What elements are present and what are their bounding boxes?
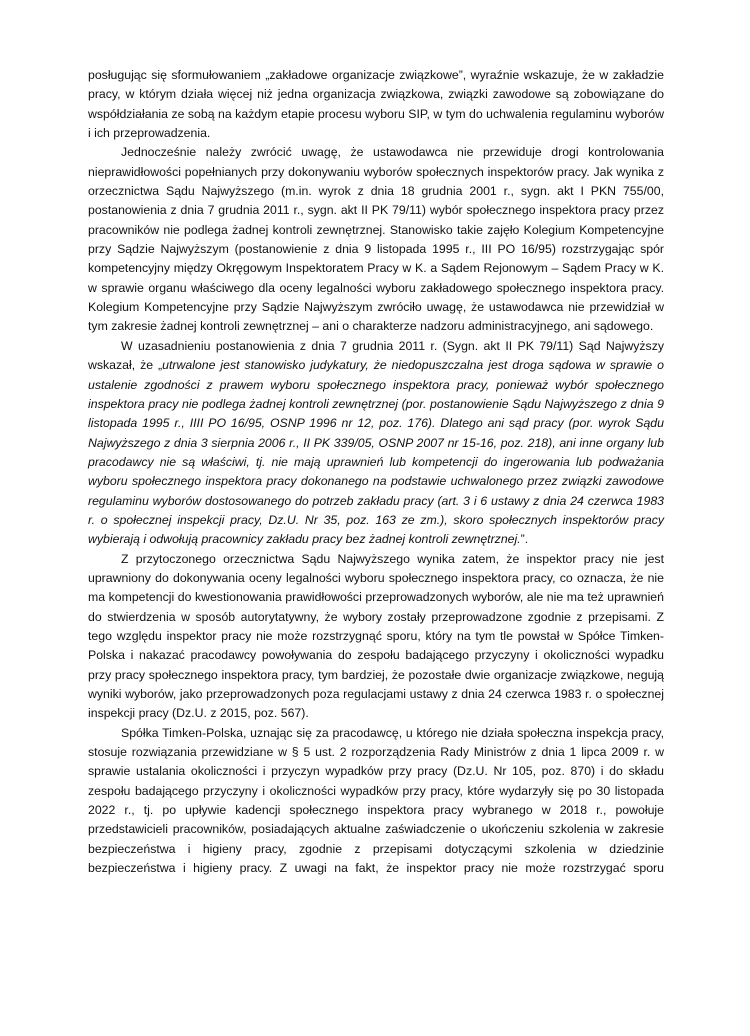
paragraph-text: ”.	[520, 532, 529, 547]
paragraph-1	[88, 66, 664, 143]
paragraph-text: Spółka Timken-Polska, uznając się za pracodawcę, u którego nie działa społeczna inspekcja pracy, stosuje rozwiązania przewidziane w § 5 ust. 2 rozporządzenia Rady Ministrów z dnia 1 lipca 2009 r. w sprawie ustalania okoliczności i przyczyn wypadków przy pracy (Dz.U. Nr 105, poz. 870) i do składu zespołu badającego przyczyny i okoliczności wypadków przy pracy, które wydarzyły się po 30 listopada 2022 r., tj. po upływie kadencji społecznego inspektora pracy wybranego w 2018 r., powołuje przedstawicieli pracowników, posiadających aktualne zaświadczenie o ukończeniu szkolenia w zakresie bezpieczeństwa i higieny pracy, zgodnie z przepisami dotyczącymi szkolenia w dziedzinie bezpieczeństwa i higieny pracy. Z uwagi na fakt, że inspektor pracy nie może rozstrzygać sporu	[88, 725, 664, 876]
quoted-ruling-text: utrwalone jest stanowisko judykatury, że niedopuszczalna jest droga sądowa w sprawie o ustalenie zgodności z prawem wyboru społecznego inspektora pracy, ponieważ wybór społecznego inspektora pracy nie podlega żadnej kontroli zewnętrznej (por. postanowienie Sądu Najwyższego z dnia 9 listopada 1995 r., IIII PO 16/95, OSNP 1996 nr 12, poz. 176). Dlatego ani sąd pracy (por. wyrok Sądu Najwyższego z dnia 3 sierpnia 2006 r., II PK 339/05, OSNP 2007 nr 15-16, poz. 218), ani inne organy lub pracodawcy nie są właściwi, tj. nie mają uprawnień lub kompetencji do ingerowania lub podważania wyboru społecznego inspektora pracy dokonanego na podstawie uchwalonego przez związki zawodowe regulaminu wyborów dostosowanego do potrzeb zakładu pracy (art. 3 i 6 ustawy z dnia 24 czerwca 1983 r. o społecznej inspekcji pracy, Dz.U. Nr 35, poz. 163 ze zm.), skoro społecznych inspektorów pracy wybierają i odwołują pracownicy zakładu pracy bez żadnej kontroli zewnętrznej.	[88, 358, 664, 547]
paragraph-text: Z przytoczonego orzecznictwa Sądu Najwyższego wynika zatem, że inspektor pracy nie jest uprawniony do dokonywania oceny legalności wyboru społecznego inspektora pracy, co oznacza, że nie ma kompetencji do kwestionowania prawidłowości przeprowadzonych wyborów, ale nie ma też uprawnień do stwierdzenia w sposób autorytatywny, że wybory zostały przeprowadzone zgodnie z przepisami. Z tego względu inspektor pracy nie może rozstrzygnąć sporu, który na tym tle powstał w Spółce Timken-Polska i nakazać pracodawcy powoływania do zespołu badającego przyczyny i okoliczności wypadku przy pracy społecznego inspektora pracy, tym bardziej, że pozostałe dwie organizacje związkowe, negują wyniki wyborów, jako przeprowadzonych poza regulacjami ustawy z dnia 24 czerwca 1983 r. o społecznej inspekcji pracy (Dz.U. z 2015, poz. 567).	[88, 551, 664, 721]
paragraph-text: W uzasadnieniu postanowienia z dnia 7 grudnia 2011 r. (Sygn. akt II PK 79/11) Sąd Najwyższy wskazał, że „	[88, 338, 664, 373]
paragraph-2	[88, 143, 664, 336]
paragraph-text: Jednocześnie należy zwrócić uwagę, że ustawodawca nie przewiduje drogi kontrolowania nieprawidłowości popełnianych przy dokonywaniu wyborów społecznych inspektorów pracy. Jak wynika z orzecznictwa Sądu Najwyższego (m.in. wyrok z dnia 18 grudnia 2001 r., sygn. akt I PKN 755/00, postanowienia z dnia 7 grudnia 2011 r., sygn. akt II PK 79/11) wybór społecznego inspektora pracy przez pracowników nie podlega żadnej kontroli zewnętrznej. Stanowisko takie zajęło Kolegium Kompetencyjne przy Sądzie Najwyższym (postanowienie z dnia 9 listopada 1995 r., III PO 16/95) rozstrzygając spór kompetencyjny między Okręgowym Inspektoratem Pracy w K. a Sądem Rejonowym – Sądem Pracy w K. w sprawie organu właściwego dla oceny legalności wyboru zakładowego społecznego inspektora pracy. Kolegium Kompetencyjne przy Sądzie Najwyższym zwróciło uwagę, że ustawodawca nie przewidział w tym zakresie żadnej kontroli zewnętrznej – ani o charakterze nadzoru administracyjnego, ani sądowego.	[88, 145, 664, 334]
paragraph-text: posługując się sformułowaniem „zakładowe organizacje związkowe”, wyraźnie wskazuje, że w zakładzie pracy, w którym działa więcej niż jedna organizacja związkowa, związki zawodowe są zobowiązane do współdziałania ze sobą na każdym etapie procesu wyboru SIP, w tym do uchwalenia regulaminu wyborów i ich przeprowadzenia.	[88, 68, 664, 141]
document-page	[88, 66, 664, 878]
paragraph-5	[88, 724, 664, 879]
paragraph-3	[88, 337, 664, 550]
paragraph-4	[88, 550, 664, 724]
